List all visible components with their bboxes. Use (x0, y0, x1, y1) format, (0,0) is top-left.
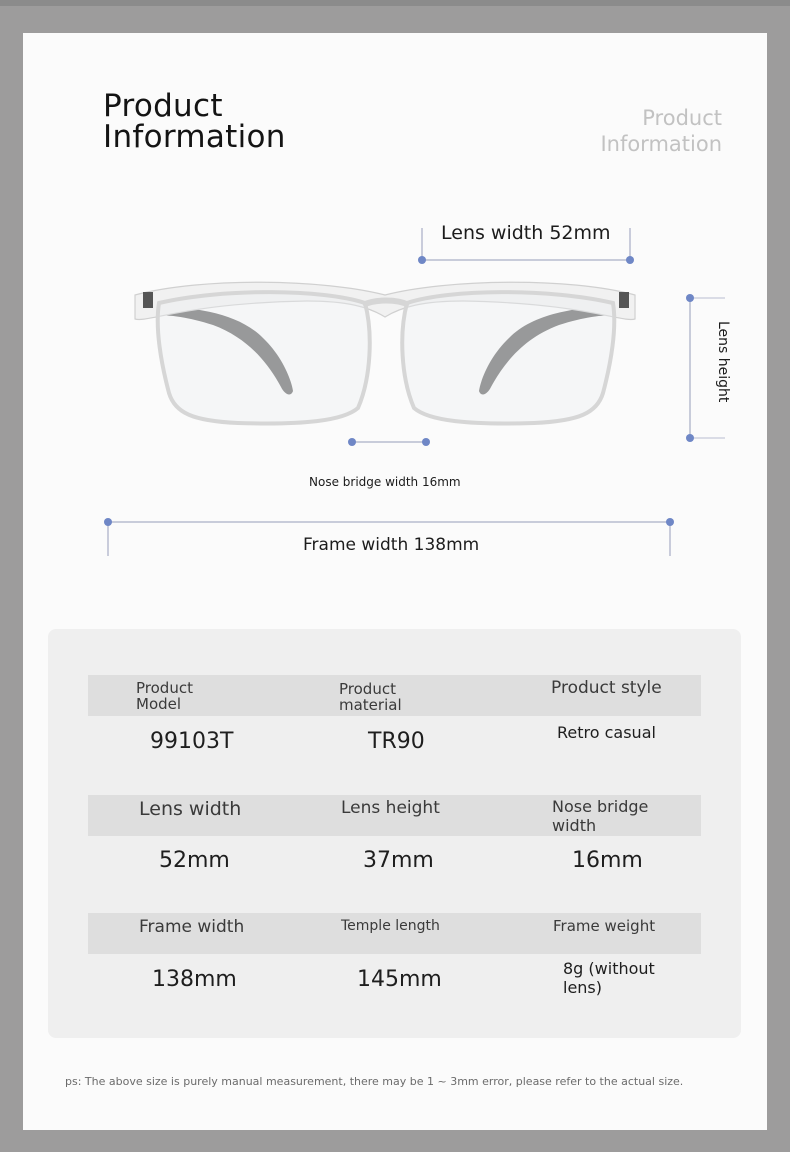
title-line-1: Product (103, 88, 223, 124)
left-hinge (143, 292, 153, 308)
value-product-material: TR90 (368, 729, 425, 754)
header-nose-bridge: Nose bridge width (552, 797, 649, 835)
left-lens (158, 292, 370, 423)
lens-height-dot-bottom (686, 434, 694, 442)
frame-width-dot-right (666, 518, 674, 526)
value-frame-weight: 8g (without lens) (563, 959, 655, 997)
value-nose-bridge: 16mm (572, 848, 643, 873)
top-border (0, 0, 790, 6)
nose-bridge-dot-left (348, 438, 356, 446)
header-product-style: Product style (551, 678, 662, 698)
lens-width-dot-right (626, 256, 634, 264)
lens-width-dot-left (418, 256, 426, 264)
value-lens-height: 37mm (363, 848, 434, 873)
value-product-model: 99103T (150, 729, 234, 754)
nose-bridge-dot-right (422, 438, 430, 446)
glasses-diagram (23, 33, 767, 593)
header-lens-width: Lens width (139, 798, 242, 820)
header-frame-weight: Frame weight (553, 917, 656, 935)
lens-height-label: Lens height (715, 321, 731, 403)
right-lens (402, 292, 614, 423)
nose-bridge-label: Nose bridge width 16mm (309, 475, 461, 489)
footnote: ps: The above size is purely manual measurement, there may be 1 ~ 3mm error, please refer to the actual size. (65, 1075, 684, 1088)
spec-table (48, 629, 741, 1038)
ghost-title-line-1: Product (642, 106, 722, 130)
title-line-2: Information (103, 119, 286, 155)
frame-width-dot-left (104, 518, 112, 526)
ghost-title-line-2: Information (600, 132, 722, 156)
frame-width-label: Frame width 138mm (303, 535, 480, 555)
header-frame-width: Frame width (139, 917, 245, 937)
value-temple-length: 145mm (357, 967, 442, 992)
lens-width-label: Lens width 52mm (441, 222, 611, 244)
right-hinge (619, 292, 629, 308)
value-frame-width: 138mm (152, 967, 237, 992)
lens-height-dot-top (686, 294, 694, 302)
header-lens-height: Lens height (341, 798, 440, 818)
header-product-material: Product material (339, 680, 402, 714)
header-temple-length: Temple length (341, 918, 440, 934)
value-product-style: Retro casual (557, 723, 656, 742)
header-product-model: Product Model (136, 679, 193, 713)
product-card (23, 33, 767, 1130)
value-lens-width: 52mm (159, 848, 230, 873)
